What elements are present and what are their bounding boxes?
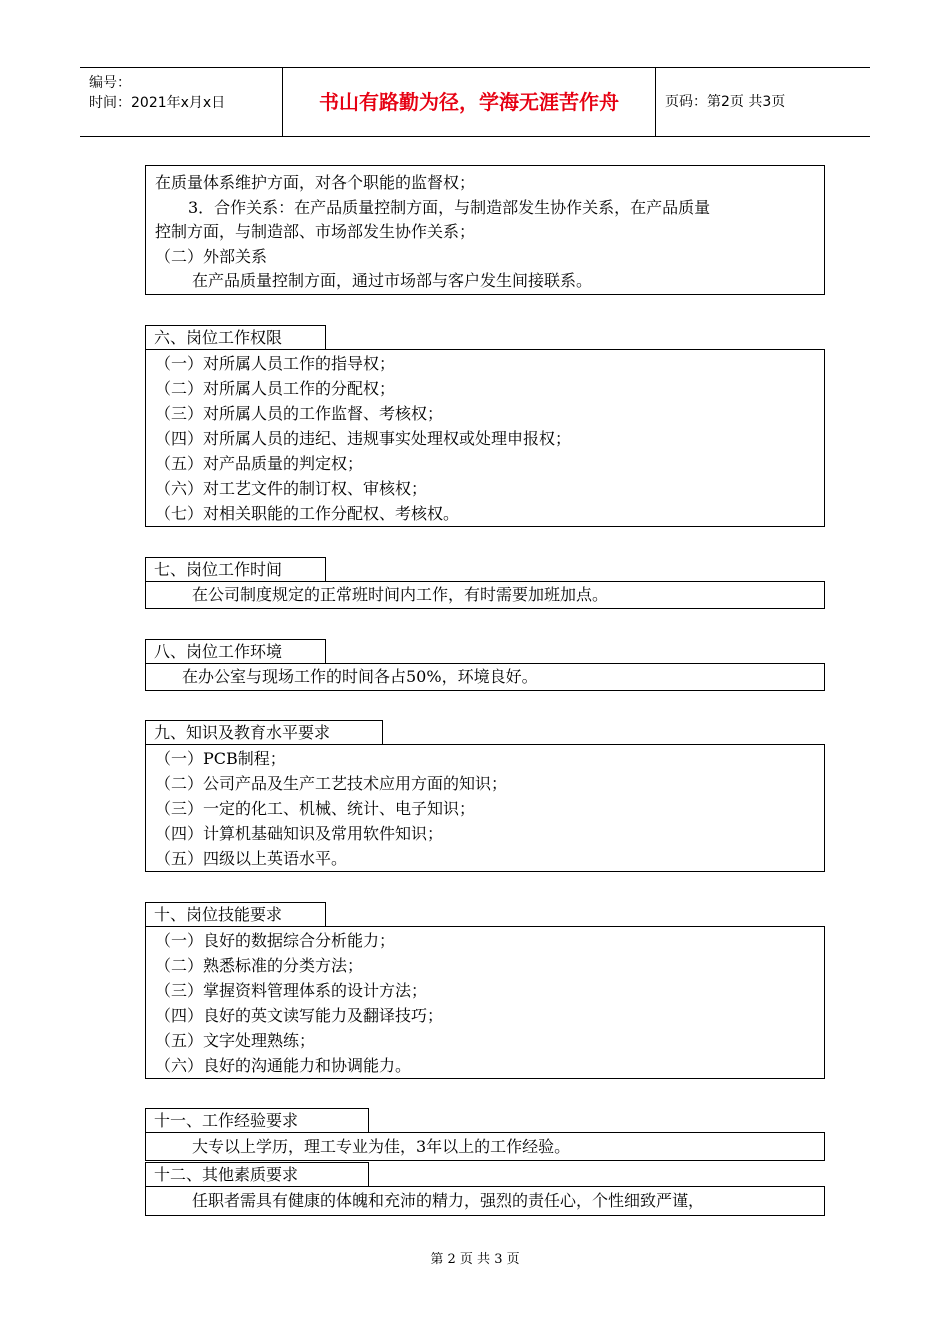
experience-text: 大专以上学历，理工专业为佳，3年以上的工作经验。 <box>192 1137 571 1156</box>
relations-line: 3．合作关系：在产品质量控制方面，与制造部发生协作关系，在产品质量 <box>188 198 711 217</box>
knowledge-item: （四）计算机基础知识及常用软件知识； <box>155 824 444 843</box>
knowledge-item: （二）公司产品及生产工艺技术应用方面的知识； <box>155 774 508 793</box>
knowledge-item: （一）PCB制程； <box>155 749 286 768</box>
section-title-experience: 十一、工作经验要求 <box>145 1108 369 1133</box>
authority-item: （六）对工艺文件的制订权、审核权； <box>155 479 428 498</box>
section-title-authority: 六、岗位工作权限 <box>145 325 326 350</box>
skill-item: （三）掌握资料管理体系的设计方法； <box>155 981 428 1000</box>
header-meta <box>80 68 282 136</box>
authority-item: （四）对所属人员的违纪、违规事实处理权或处理申报权； <box>155 429 572 448</box>
authority-item: （二）对所属人员工作的分配权； <box>155 379 396 398</box>
header-page-label: 页码：第2页 共3页 <box>665 94 786 110</box>
authority-item: （三）对所属人员的工作监督、考核权； <box>155 404 444 423</box>
document-number-label: 编号： <box>89 75 131 91</box>
authority-item: （七）对相关职能的工作分配权、考核权。 <box>155 504 460 523</box>
page-header <box>80 67 870 137</box>
relations-line: 在质量体系维护方面，对各个职能的监督权； <box>155 173 476 192</box>
authority-item: （一）对所属人员工作的指导权； <box>155 354 396 373</box>
knowledge-item: （三）一定的化工、机械、统计、电子知识； <box>155 799 476 818</box>
relations-line: （二）外部关系 <box>155 247 268 266</box>
header-slogan: 书山有路勤为径，学海无涯苦作舟 <box>282 68 656 136</box>
section-title-knowledge: 九、知识及教育水平要求 <box>145 720 383 745</box>
skill-item: （五）文字处理熟练； <box>155 1031 316 1050</box>
skill-item: （六）良好的沟通能力和协调能力。 <box>155 1056 412 1075</box>
authority-item: （五）对产品质量的判定权； <box>155 454 364 473</box>
relations-line: 控制方面，与制造部、市场部发生协作关系； <box>155 222 476 241</box>
skill-item: （四）良好的英文读写能力及翻译技巧； <box>155 1006 444 1025</box>
knowledge-item: （五）四级以上英语水平。 <box>155 849 348 868</box>
skill-item: （一）良好的数据综合分析能力； <box>155 931 396 950</box>
other-qualities-text: 任职者需具有健康的体魄和充沛的精力，强烈的责任心，个性细致严谨， <box>192 1191 705 1210</box>
section-title-other-qualities: 十二、其他素质要求 <box>145 1162 369 1187</box>
section-title-skills: 十、岗位技能要求 <box>145 902 326 927</box>
page-footer: 第 2 页 共 3 页 <box>430 1252 520 1267</box>
section-title-work-environment: 八、岗位工作环境 <box>145 639 326 664</box>
work-time-text: 在公司制度规定的正常班时间内工作，有时需要加班加点。 <box>192 585 609 604</box>
work-environment-text: 在办公室与现场工作的时间各占50%，环境良好。 <box>182 667 538 686</box>
document-time-label: 时间：2021年x月x日 <box>89 95 226 111</box>
skill-item: （二）熟悉标准的分类方法； <box>155 956 364 975</box>
relations-line: 在产品质量控制方面，通过市场部与客户发生间接联系。 <box>192 271 593 290</box>
section-title-work-time: 七、岗位工作时间 <box>145 557 326 582</box>
